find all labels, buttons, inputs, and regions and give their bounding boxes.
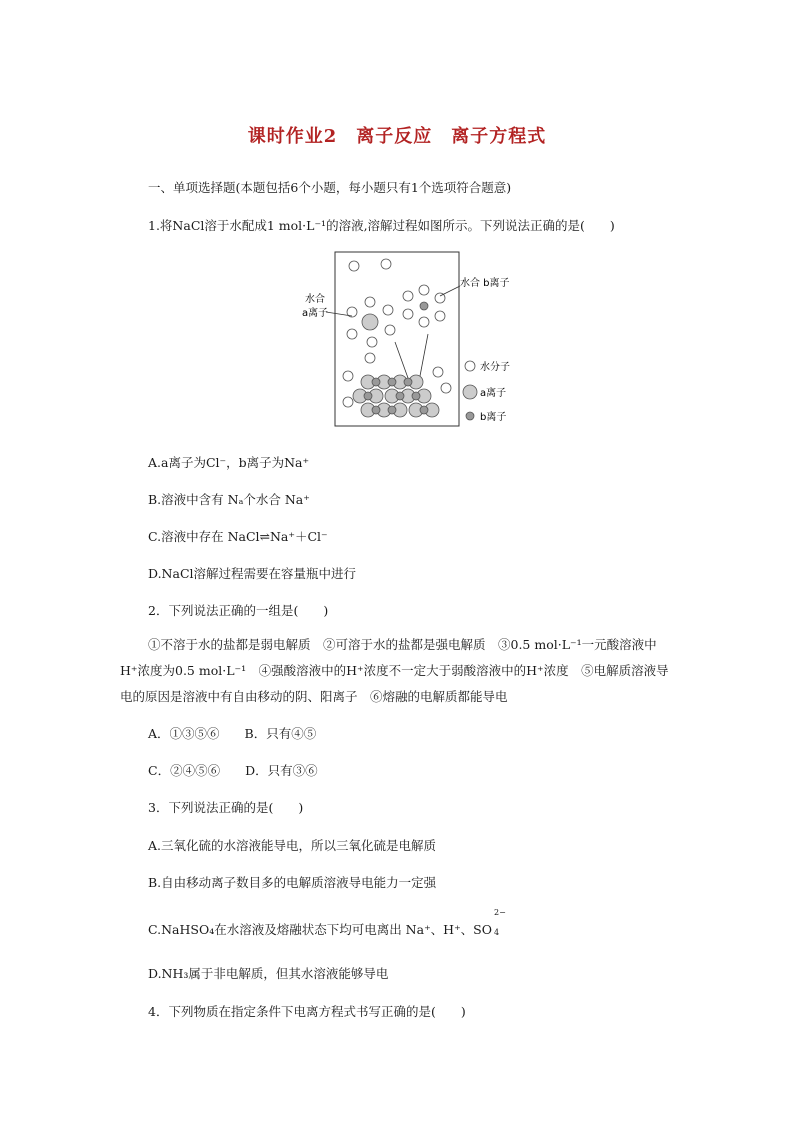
- legend-a-label: a离子: [480, 388, 507, 399]
- page-title: 课时作业2 离子反应 离子方程式: [247, 126, 547, 147]
- q2-options-row1: A．①③⑤⑥ B．只有④⑤: [148, 726, 317, 741]
- dissolution-diagram: [300, 250, 530, 430]
- q1-option-b: B.溶液中含有 Nₐ个水合 Na⁺: [148, 492, 310, 507]
- q3-option-b: B.自由移动离子数目多的电解质溶液导电能力一定强: [148, 875, 437, 890]
- hydrated-b-ion: [420, 302, 428, 310]
- label-hydrated-b: 水合 b离子: [460, 278, 510, 289]
- q2-options-row2: C．②④⑤⑥ D．只有③⑥: [148, 763, 318, 778]
- question-2-body: ①不溶于水的盐都是弱电解质 ②可溶于水的盐都是强电解质 ③0.5 mol·L⁻¹一元酸溶液中 H⁺浓度为0.5 mol·L⁻¹ ④强酸溶液中的H⁺浓度不一定大于弱酸溶液中的H⁺浓度 ⑤电解质溶液导电的原因是溶液中有自由移动的阴、阳离子 ⑥熔融的电解质都能导电: [120, 637, 669, 704]
- legend-a-icon: [463, 385, 477, 399]
- label-hydrated-a-1: 水合: [305, 294, 325, 305]
- question-1-stem: 1.将NaCl溶于水配成1 mol·L⁻¹的溶液,溶解过程如图所示。下列说法正确的是( ): [148, 218, 615, 233]
- question-4-stem: 4．下列物质在指定条件下电离方程式书写正确的是( ): [148, 1004, 466, 1019]
- question-3-stem: 3．下列说法正确的是( ): [148, 800, 304, 815]
- q1-option-c: C.溶液中存在 NaCl⇌Na⁺＋Cl⁻: [148, 529, 328, 544]
- legend-b-icon: [466, 412, 474, 420]
- q3-option-c-charge: 2−: [493, 908, 506, 917]
- q3-option-a: A.三氧化硫的水溶液能导电，所以三氧化硫是电解质: [148, 838, 437, 853]
- q3-option-c-text: C.NaHSO₄在水溶液及熔融状态下均可电离出 Na⁺、H⁺、SO: [148, 922, 492, 937]
- legend-water-label: 水分子: [480, 362, 510, 373]
- section-heading: 一、单项选择题(本题包括6个小题，每小题只有1个选项符合题意): [148, 180, 512, 195]
- hydrated-a-ion: [362, 314, 378, 330]
- label-hydrated-a-2: a离子: [302, 308, 329, 319]
- q3-option-c: [148, 908, 506, 938]
- q1-option-d: D.NaCl溶解过程需要在容量瓶中进行: [148, 566, 357, 581]
- q3-option-c-subscript: 4: [493, 928, 500, 937]
- legend-b-label: b离子: [480, 412, 507, 423]
- q1-option-a: A.a离子为Cl⁻，b离子为Na⁺: [148, 455, 310, 470]
- legend-water-icon: [465, 361, 475, 371]
- q3-option-d: D.NH₃属于非电解质，但其水溶液能够导电: [148, 966, 389, 981]
- question-2-stem: 2．下列说法正确的一组是( ): [148, 603, 329, 618]
